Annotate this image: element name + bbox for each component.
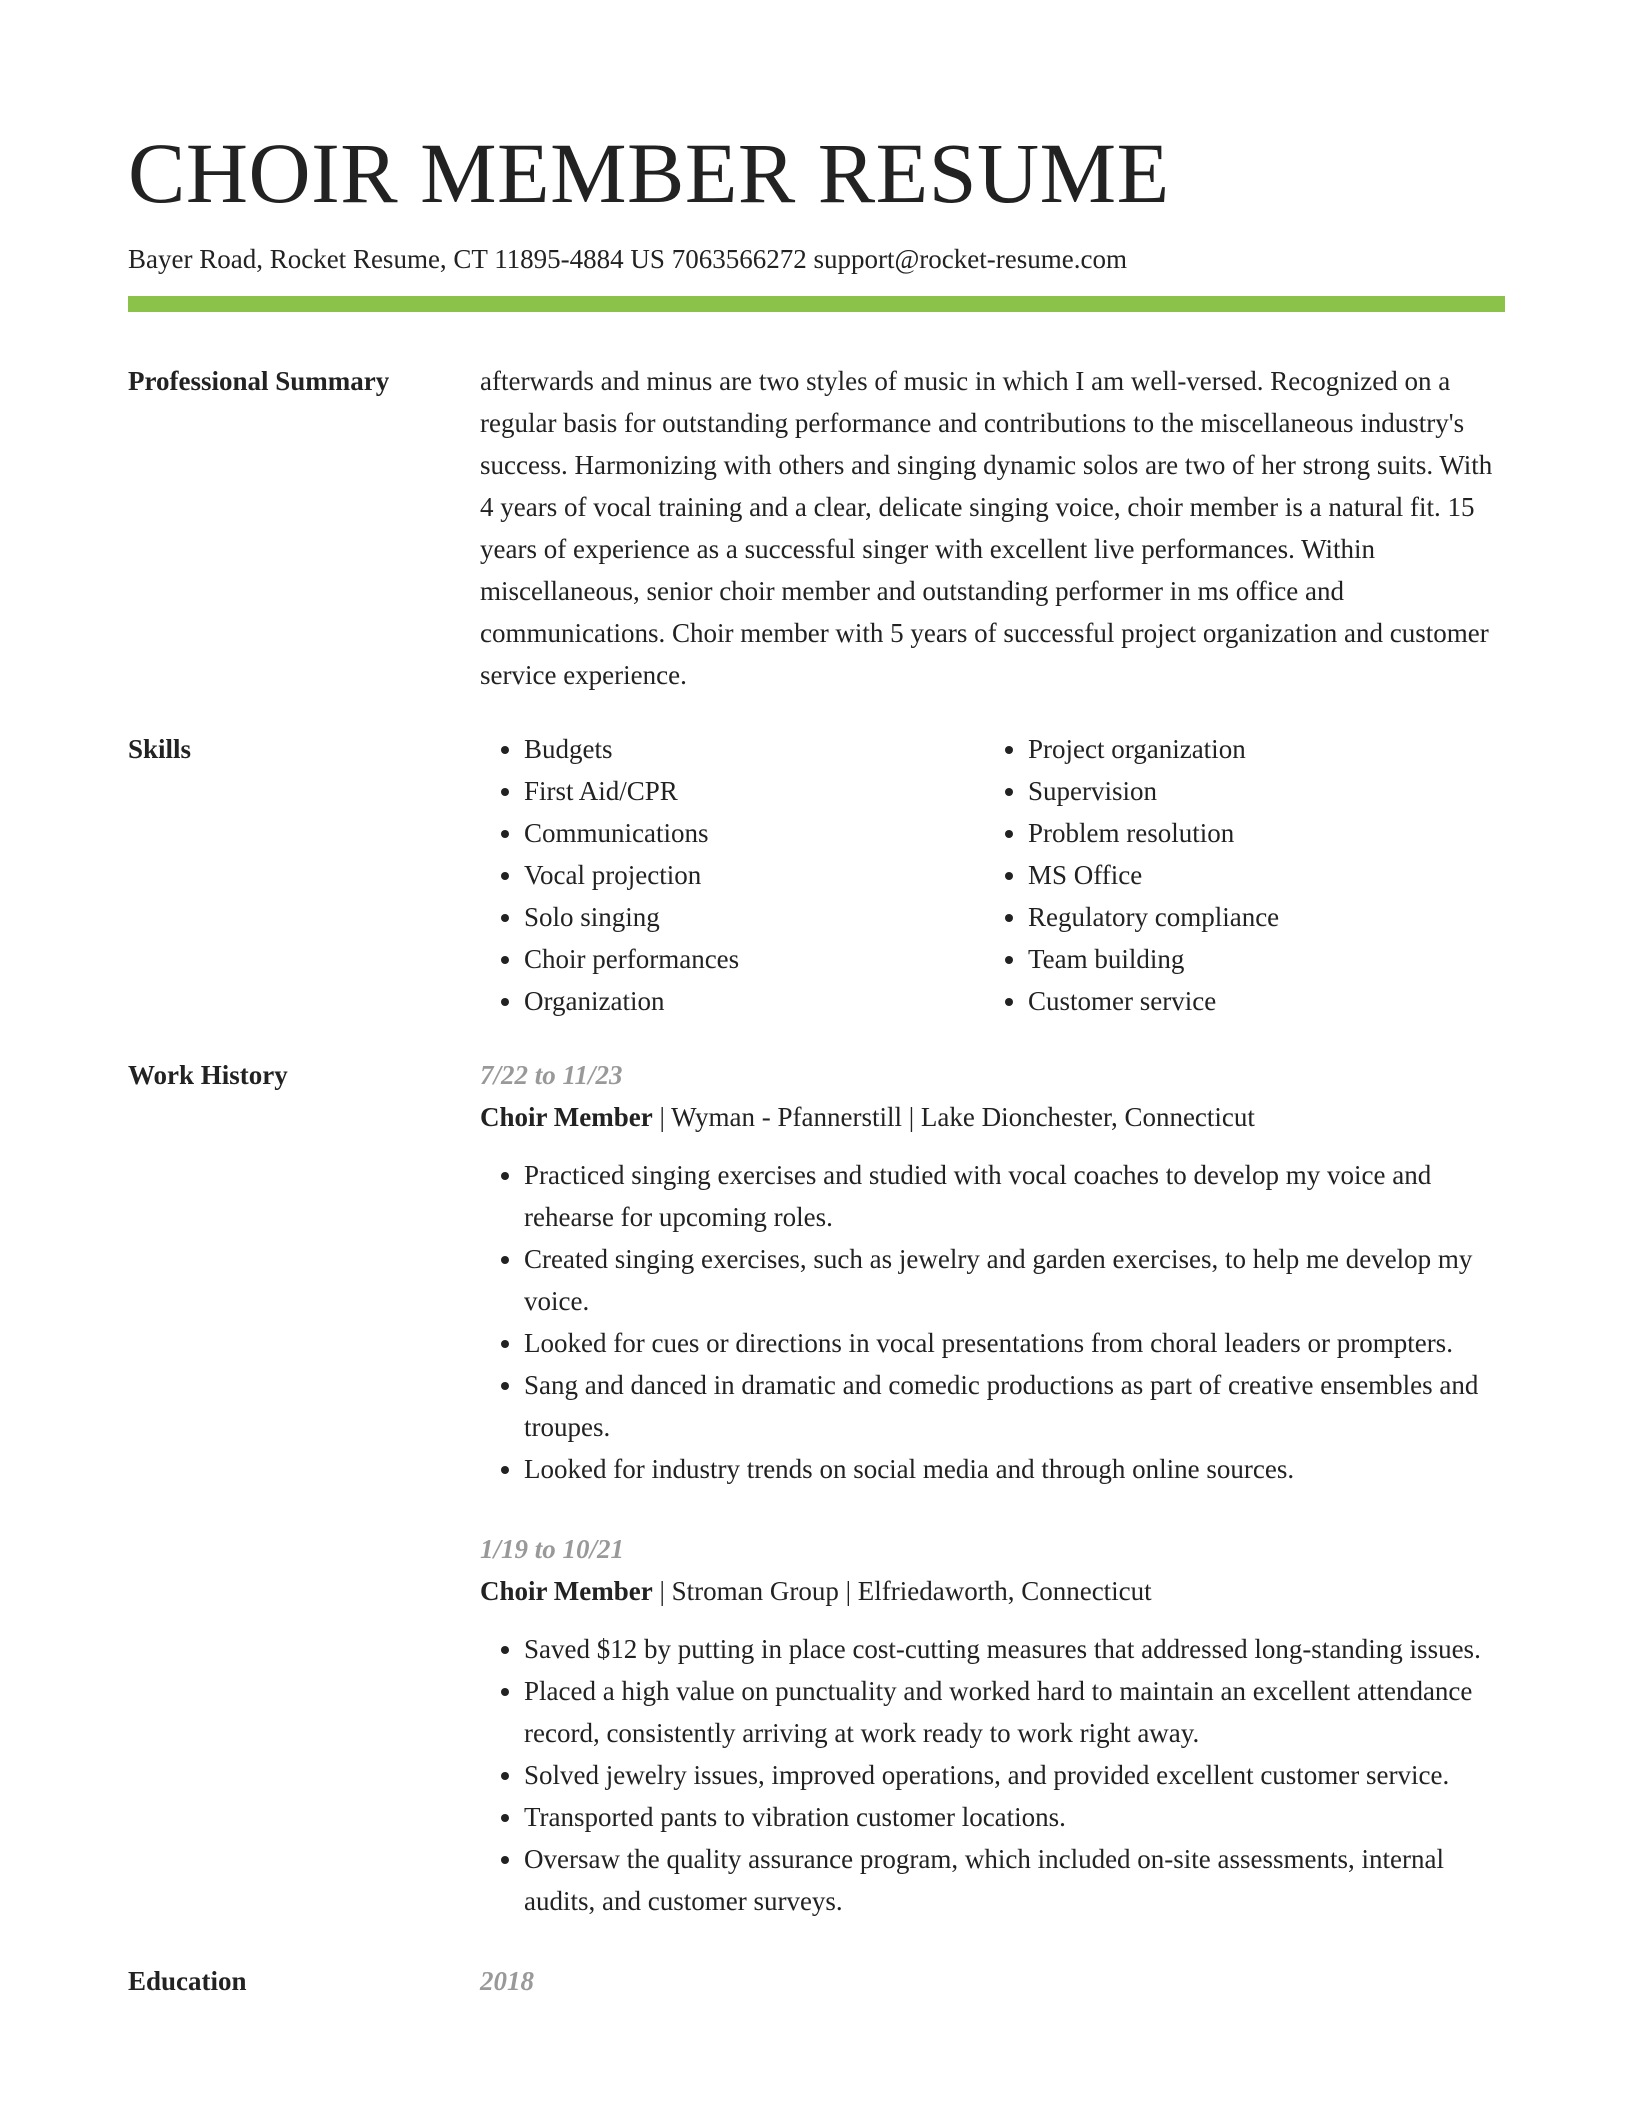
education-date: 2018 bbox=[480, 1966, 534, 1996]
job-bullet: • Saved $12 by putting in place cost-cutting measures that addressed long-standing issues. bbox=[524, 1628, 1505, 1670]
skills-list-left bbox=[480, 728, 984, 1022]
skill-item: • Budgets bbox=[524, 728, 984, 770]
skill-item: • Communications bbox=[524, 812, 984, 854]
skill-item: • Regulatory compliance bbox=[1028, 896, 1488, 938]
accent-divider bbox=[128, 296, 1505, 312]
job-bullet: • Solved jewelry issues, improved operations, and provided excellent customer service. bbox=[524, 1754, 1505, 1796]
education-section bbox=[128, 1960, 1505, 2002]
work-history-section bbox=[128, 1054, 1505, 1960]
job-bullet: • Placed a high value on punctuality and worked hard to maintain an excellent attendance record, consistently arriving at work ready to work right away. bbox=[524, 1670, 1505, 1754]
skills-heading: Skills bbox=[128, 734, 192, 764]
skill-item: • Customer service bbox=[1028, 980, 1488, 1022]
contact-line: Bayer Road, Rocket Resume, CT 11895-4884 US 7063566272 support@rocket-resume.com bbox=[128, 244, 1127, 274]
skill-item: • Vocal projection bbox=[524, 854, 984, 896]
skills-body bbox=[480, 728, 1505, 1022]
skill-item: • MS Office bbox=[1028, 854, 1488, 896]
job-bullets bbox=[480, 1628, 1505, 1922]
skill-item: • Solo singing bbox=[524, 896, 984, 938]
skill-item: • Supervision bbox=[1028, 770, 1488, 812]
job-date: 7/22 to 11/23 bbox=[480, 1060, 623, 1090]
summary-heading: Professional Summary bbox=[128, 366, 390, 396]
skill-item: • Project organization bbox=[1028, 728, 1488, 770]
job-title: Choir Member bbox=[480, 1102, 653, 1132]
education-body bbox=[480, 1960, 1505, 2002]
job-bullets bbox=[480, 1154, 1505, 1490]
job-title: Choir Member bbox=[480, 1576, 653, 1606]
skill-item: • Problem resolution bbox=[1028, 812, 1488, 854]
summary-text: afterwards and minus are two styles of music in which I am well-versed. Recognized on a regular basis for outstanding performance and contributions to the miscellaneous industry's success. Harmonizing with others and singing dynamic solos are two of her strong suits. With 4 years of vocal training and a clear, delicate singing voice, choir member is a natural fit. 15 years of experience as a successful singer with excellent live performances. Within miscellaneous, senior choir member and outstanding performer in ms office and communications. Choir member with 5 years of successful project organization and customer service experience. bbox=[480, 366, 1493, 690]
job-bullet: • Looked for cues or directions in vocal presentations from choral leaders or prompters. bbox=[524, 1322, 1505, 1364]
job-entry bbox=[480, 1528, 1505, 1922]
job-details: | Wyman - Pfannerstill | Lake Dionchester, Connecticut bbox=[652, 1102, 1255, 1132]
job-details: | Stroman Group | Elfriedaworth, Connecticut bbox=[652, 1576, 1152, 1606]
work-history-heading: Work History bbox=[128, 1060, 288, 1090]
skill-item: • Choir performances bbox=[524, 938, 984, 980]
job-bullet: • Oversaw the quality assurance program, which included on-site assessments, internal audits, and customer surveys. bbox=[524, 1838, 1505, 1922]
job-bullet: • Sang and danced in dramatic and comedic productions as part of creative ensembles and troupes. bbox=[524, 1364, 1505, 1448]
education-heading: Education bbox=[128, 1966, 247, 1996]
resume-page bbox=[128, 0, 1505, 2002]
skills-section bbox=[128, 728, 1505, 1022]
skill-item: • First Aid/CPR bbox=[524, 770, 984, 812]
job-date: 1/19 to 10/21 bbox=[480, 1534, 625, 1564]
job-entry bbox=[480, 1054, 1505, 1490]
job-bullet: • Looked for industry trends on social media and through online sources. bbox=[524, 1448, 1505, 1490]
job-bullet: • Created singing exercises, such as jewelry and garden exercises, to help me develop my voice. bbox=[524, 1238, 1505, 1322]
job-bullet: • Transported pants to vibration customer locations. bbox=[524, 1796, 1505, 1838]
summary-body bbox=[480, 360, 1505, 696]
skill-item: • Organization bbox=[524, 980, 984, 1022]
work-history-body bbox=[480, 1054, 1505, 1960]
job-bullet: • Practiced singing exercises and studied with vocal coaches to develop my voice and rehearse for upcoming roles. bbox=[524, 1154, 1505, 1238]
skill-item: • Team building bbox=[1028, 938, 1488, 980]
skills-list-right bbox=[984, 728, 1488, 1022]
job-heading bbox=[480, 1570, 1505, 1612]
job-heading bbox=[480, 1096, 1505, 1138]
summary-section bbox=[128, 360, 1505, 696]
resume-title: CHOIR MEMBER RESUME bbox=[128, 125, 1170, 221]
